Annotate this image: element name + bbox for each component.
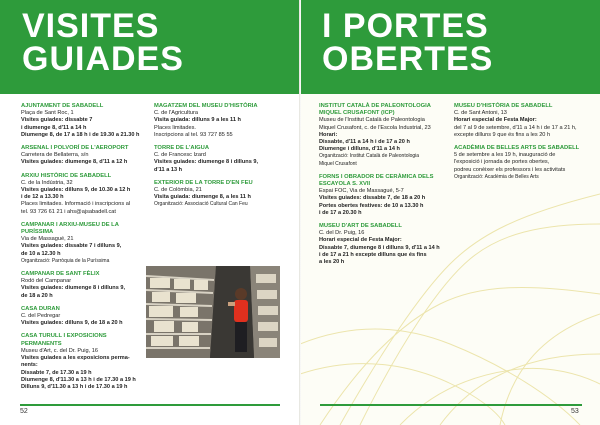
right-footer-rule xyxy=(320,404,582,406)
venue-detail-line: Horari especial de Festa Major: xyxy=(454,117,537,124)
venue-detail-line: Dissabte, d'11 a 14 h i de 17 a 20 h xyxy=(319,139,410,146)
venue-title: ARSENAL I POLVORÍ DE L'AEROPORT xyxy=(21,145,129,152)
page-spine xyxy=(299,0,301,425)
venue-title: EXTERIOR DE LA TORRE D'EN FEU xyxy=(154,179,253,186)
venue-entry xyxy=(21,222,145,265)
venue-entry xyxy=(21,103,145,139)
venue-detail-line: Visites guiades a les exposicions perma- xyxy=(21,355,130,362)
venue-detail-line: nents: xyxy=(21,362,38,369)
venue-detail-line: podreu conèixer els professors i les activitats xyxy=(454,166,566,173)
venue-title: MUSEU D'ART DE SABADELL xyxy=(319,223,402,230)
venue-detail-line: C. de Francesc Izard xyxy=(154,152,206,159)
venue-entry xyxy=(319,103,449,168)
venue-detail-line: i diumenge 8, d'11 a 14 h xyxy=(21,124,87,131)
venue-detail-line: Visites guiades: diumenge 8, d'11 a 12 h xyxy=(21,159,128,166)
venue-entry xyxy=(154,103,280,139)
left-title-band xyxy=(0,0,300,94)
venue-detail-line: Plaça de Sant Roc, 1 xyxy=(21,110,74,117)
venue-detail-line: Organització: Parròquia de la Puríssima xyxy=(21,257,110,264)
venue-title: CASA TURULL I EXPOSICIONS PERMANENTS xyxy=(21,333,107,347)
left-page-title xyxy=(22,7,184,78)
venue-detail-line: Museu de l'Institut Català de Paleontologia xyxy=(319,117,425,124)
venue-detail-line: Visita guiada: dilluns 9 a les 11 h xyxy=(154,117,241,124)
venue-detail-line: Organització: Institut Català de Paleontologia xyxy=(319,153,420,160)
venue-title: ARXIU HISTÒRIC DE SABADELL xyxy=(21,172,112,179)
left-column-2 xyxy=(154,103,280,215)
venue-detail-line: i de 17 a 20.30 h xyxy=(319,209,362,216)
right-title-line2: OBERTES xyxy=(322,40,494,78)
venue-entry xyxy=(21,145,145,167)
venue-detail-line: Dissabte 7, diumenge 8 i dilluns 9, d'11 a 14 h xyxy=(319,244,440,251)
venue-title: CAMPANAR DE SANT FÈLIX xyxy=(21,271,100,278)
venue-detail-line: Museu d'Art, c. del Dr. Puig, 16 xyxy=(21,347,98,354)
venue-detail-line: C. de Colòmbia, 21 xyxy=(154,187,202,194)
venue-detail-line: C. del Pedregar xyxy=(21,313,61,320)
venue-detail-line: de 18 a 20 h xyxy=(21,292,53,299)
venue-detail-line: Diumenge i dilluns, d'11 a 14 h xyxy=(319,146,400,153)
archive-shelves-photo xyxy=(146,266,280,358)
venue-detail-line: Miquel Crusafont, c. de l'Escola Industrial, 23 xyxy=(319,124,431,131)
venue-title: AJUNTAMENT DE SABADELL xyxy=(21,103,104,109)
venue-entry xyxy=(154,180,280,209)
venue-detail-line: l'exposició i jornada de portes obertes, xyxy=(454,159,550,166)
venue-detail-line: Carretera de Bellaterra, s/n xyxy=(21,152,89,159)
venue-entry xyxy=(154,145,280,174)
venue-detail-line: Visita guiada: diumenge 8, a les 11 h xyxy=(154,194,251,201)
venue-detail-line: Visites guiades: diumenge 8 i dilluns 9, xyxy=(21,285,126,292)
venue-title: ACADÈMIA DE BELLES ARTS DE SABADELL xyxy=(454,145,580,152)
venue-detail-line: Visites guiades: dissabte 7 i dilluns 9, xyxy=(21,243,122,250)
right-page-number: 53 xyxy=(571,408,579,415)
right-column-2 xyxy=(454,103,584,187)
venue-detail-line: Diumenge 8, de 17 a 18 h i de 19.30 a 21.30 h xyxy=(21,131,140,138)
venue-detail-line: excepte dilluns 9 que és fins a les 20 h xyxy=(454,131,551,138)
venue-detail-line: d'11 a 13 h xyxy=(154,166,183,173)
left-title-line1: VISITES xyxy=(22,7,160,45)
venue-detail-line: C. de Sant Antoni, 13 xyxy=(454,110,507,117)
venue-detail-line: C. de la Indústria, 32 xyxy=(21,179,73,186)
venue-detail-line: Visites guiades: diumenge 8 i dilluns 9, xyxy=(154,159,259,166)
venue-detail-line: Dilluns 9, d'11.30 a 13 h i de 17.30 a 19 h xyxy=(21,383,128,390)
right-page xyxy=(300,0,600,425)
venue-detail-line: Organització: Associació Cultural Can Feu xyxy=(154,201,248,208)
venue-detail-line: Visites guiades: dissabte 7, de 18 a 20 h xyxy=(319,195,426,202)
venue-detail-line: Visites guiades: dilluns 9, de 18 a 20 h xyxy=(21,320,123,327)
venue-detail-line: tel. 93 726 61 21 i ahs@ajsabadell.cat xyxy=(21,208,116,215)
venue-detail-line: Rodó del Campanar xyxy=(21,278,72,285)
venue-detail-line: a les 20 h xyxy=(319,259,345,266)
venue-entry xyxy=(454,103,584,139)
venue-detail-line: Visites guiades: dilluns 9, de 10.30 a 12 h xyxy=(21,187,131,194)
venue-entry xyxy=(21,333,145,391)
venue-detail-line: Portes obertes festives: de 10 a 13.30 h xyxy=(319,202,424,209)
venue-entry xyxy=(21,306,145,328)
venue-title: MUSEU D'HISTÒRIA DE SABADELL xyxy=(454,103,553,109)
venue-title: CAMPANAR I ARXIU-MUSEU DE LA PURÍSSIMA xyxy=(21,221,119,236)
venue-detail-line: i de 12 a 13.30 h xyxy=(21,194,64,201)
venue-detail-line: del 7 al 9 de setembre, d'11 a 14 h i de 17 a 21 h, xyxy=(454,124,577,131)
left-footer-rule xyxy=(20,404,280,406)
venue-detail-line: Diumenge 8, d'11.30 a 13 h i de 17.30 a 19 h xyxy=(21,376,136,383)
venue-detail-line: Places limitades. xyxy=(154,124,196,131)
venue-entry xyxy=(21,173,145,216)
venue-entry xyxy=(319,223,449,266)
venue-entry xyxy=(319,174,449,217)
venue-detail-line: i de 17 a 21 h excepte dilluns que és fins xyxy=(319,251,427,258)
venue-title: TORRE DE L'AIGUA xyxy=(154,145,210,152)
venue-detail-line: C. de l'Agricultura xyxy=(154,110,198,117)
venue-detail-line: Inscripcions al tel. 93 727 85 55 xyxy=(154,131,233,138)
venue-title: INSTITUT CATALÀ DE PALEONTOLOGIA MIQUEL CRUSAFONT (ICP) xyxy=(319,103,431,117)
venue-detail-line: 5 de setembre a les 19 h, inauguració de xyxy=(454,152,556,159)
venue-detail-line: Dissabte 7, de 17.30 a 19 h xyxy=(21,369,92,376)
venue-entry xyxy=(454,145,584,181)
archive-photo-image xyxy=(146,266,280,358)
venue-entry xyxy=(21,271,145,300)
venue-detail-line: Organització: Acadèmia de Belles Arts xyxy=(454,173,539,180)
right-title-band xyxy=(300,0,600,94)
left-column-1 xyxy=(21,103,145,397)
venue-detail-line: C. del Dr. Puig, 16 xyxy=(319,230,365,237)
venue-detail-line: Horari especial de Festa Major: xyxy=(319,237,402,244)
right-page-title xyxy=(322,7,494,78)
venue-title: CASA DURAN xyxy=(21,305,60,312)
left-title-line2: GUIADES xyxy=(22,40,184,78)
left-page-number: 52 xyxy=(20,408,28,415)
venue-detail-line: Espai FOC, Via de Massagué, 5-7 xyxy=(319,188,404,195)
venue-title: MAGATZEM DEL MUSEU D'HISTÒRIA xyxy=(154,103,258,109)
venue-detail-line: Visites guiades: dissabte 7 xyxy=(21,117,93,124)
venue-detail-line: Miquel Crusafont xyxy=(319,160,357,167)
venue-detail-line: de 10 a 12.30 h xyxy=(21,250,61,257)
venue-title: FORNS I OBRADOR DE CERÀMICA DELS ESCAYOLA S. XVII xyxy=(319,173,434,188)
venue-detail-line: Places limitades. Informació i inscripcions al xyxy=(21,201,131,208)
right-column-1 xyxy=(319,103,449,272)
venue-detail-line: Via de Massagué, 21 xyxy=(21,236,74,243)
right-title-line1: I PORTES xyxy=(322,7,489,45)
venue-detail-line: Horari: xyxy=(319,131,338,138)
